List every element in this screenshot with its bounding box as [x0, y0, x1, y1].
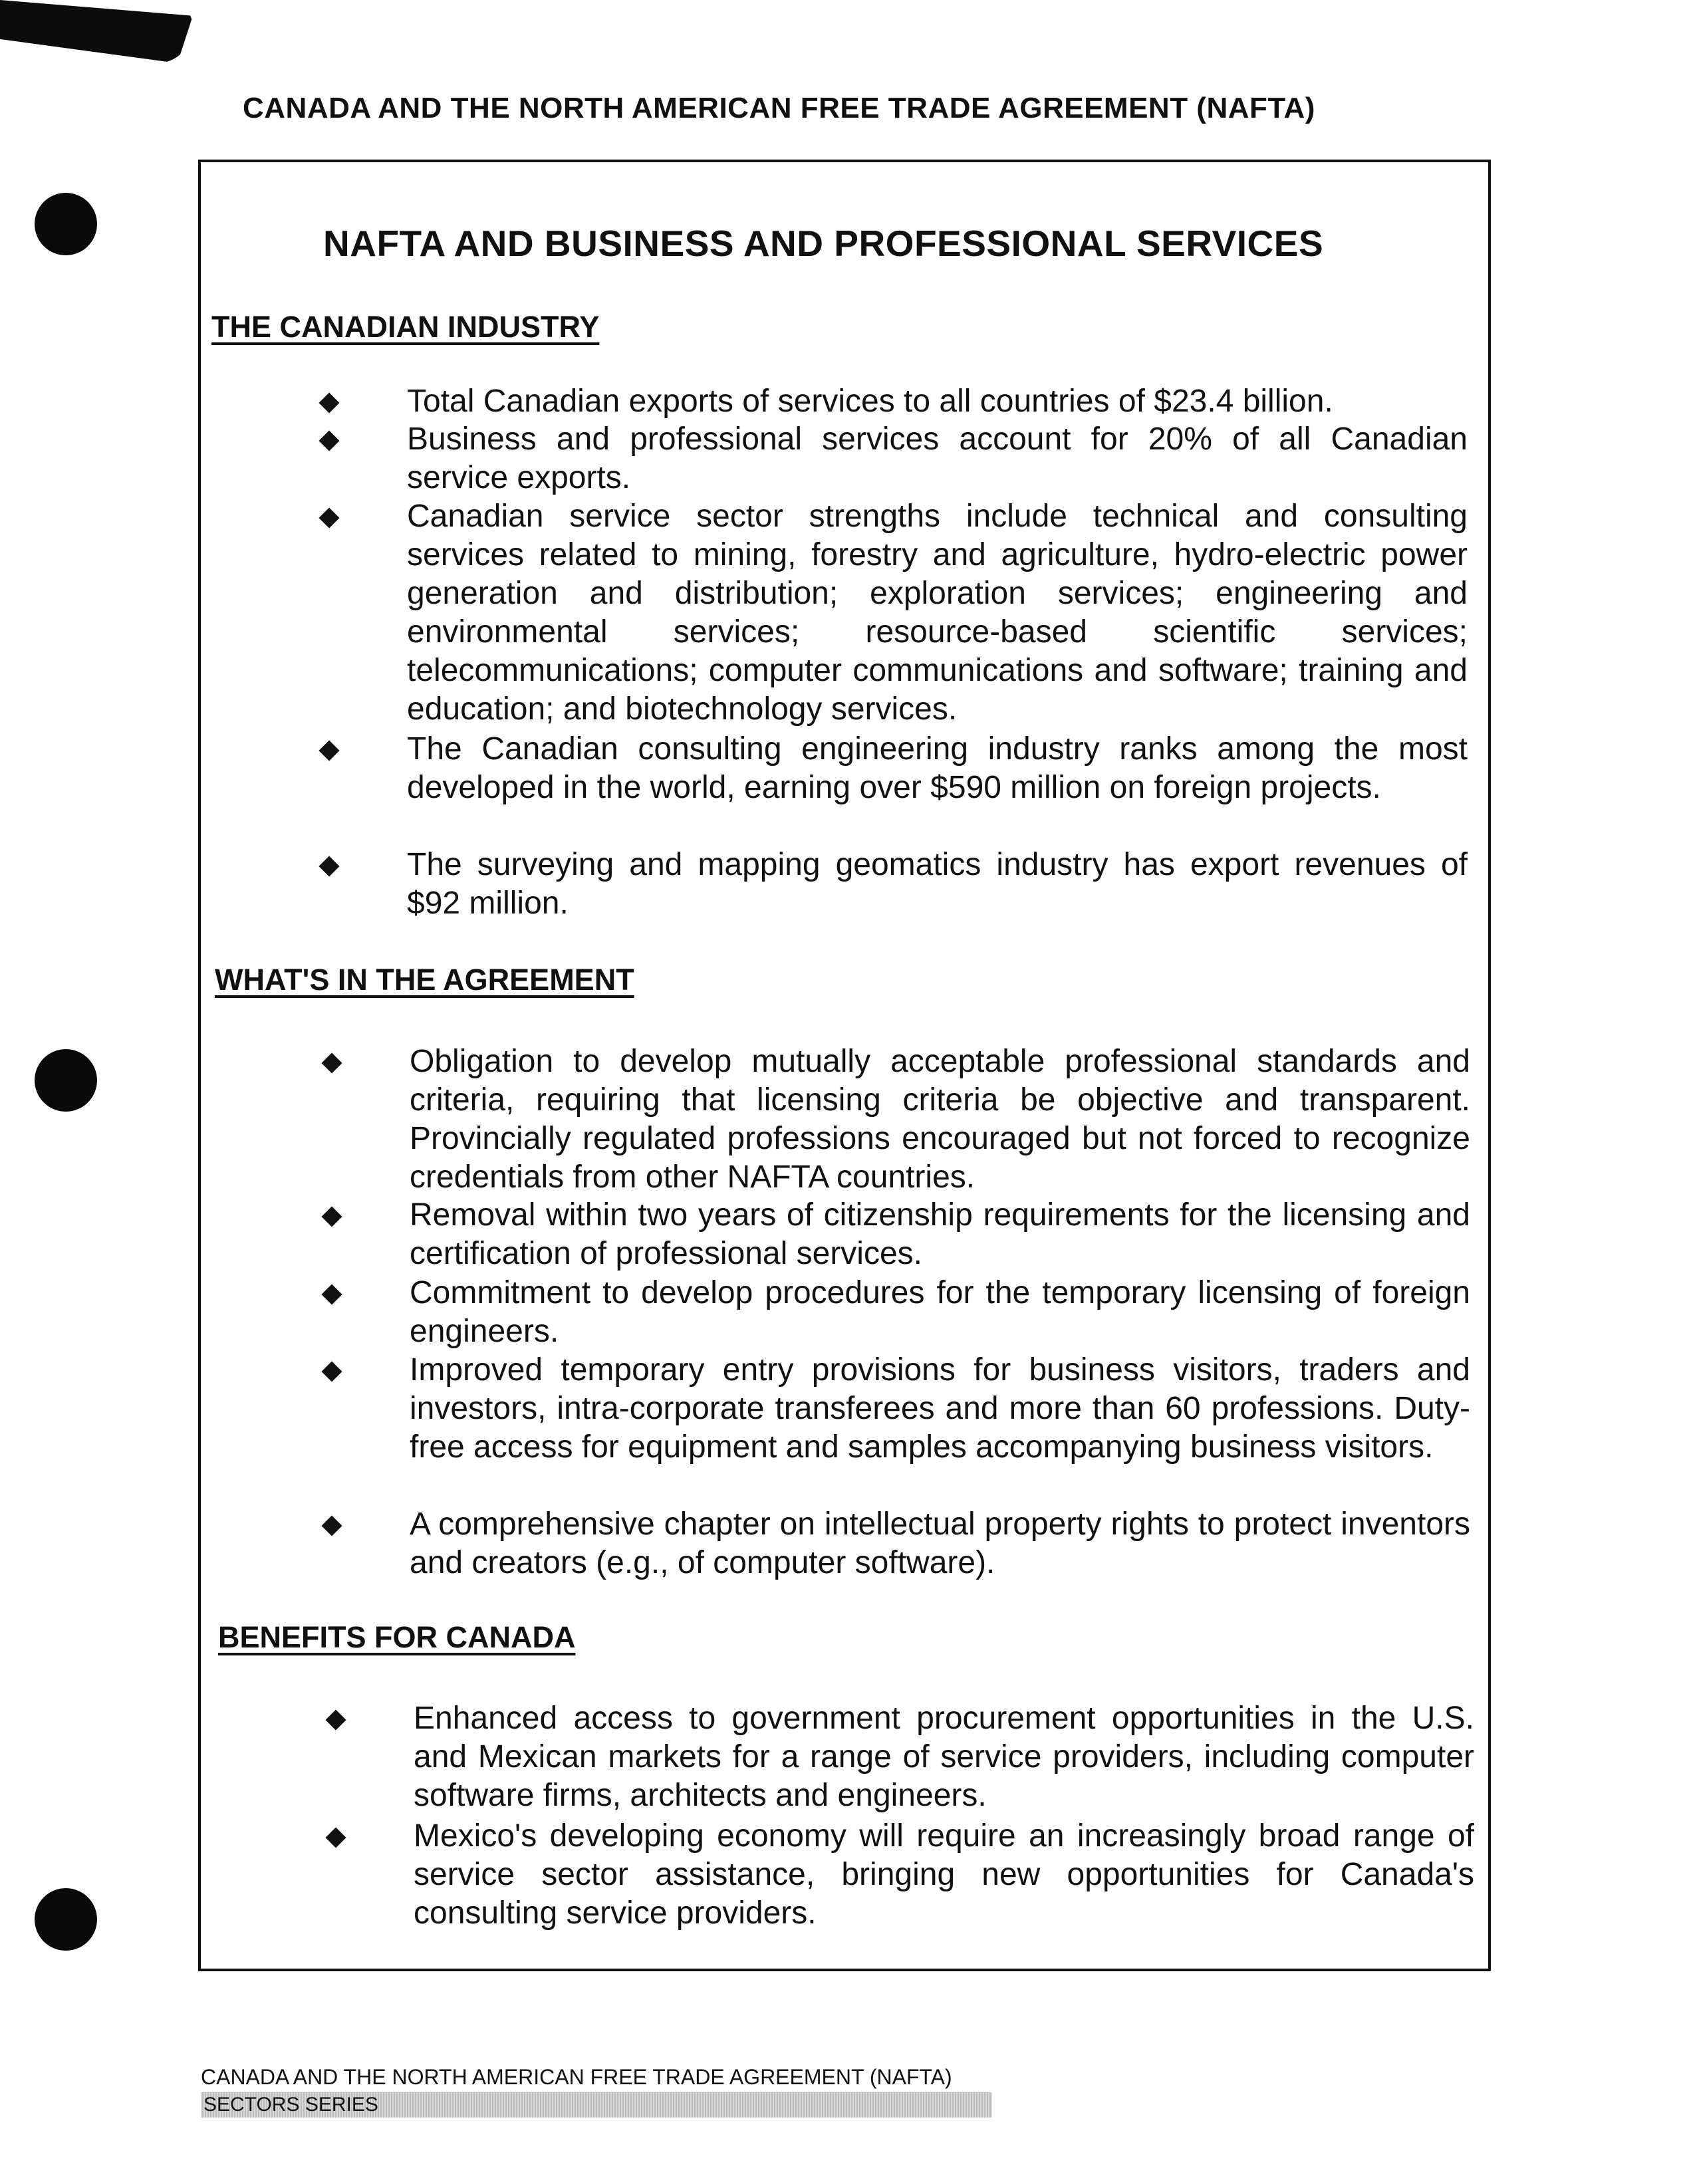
scan-blot [0, 0, 193, 63]
section-heading-canadian-industry: THE CANADIAN INDUSTRY [211, 310, 600, 344]
section-heading-agreement: WHAT'S IN THE AGREEMENT [215, 963, 634, 997]
punch-hole-icon [35, 1888, 97, 1951]
list-item-text: The Canadian consulting engineering industry ranks among the most developed in the world, earning over $590 million on foreign projects. [407, 731, 1468, 805]
section-heading-benefits: BENEFITS FOR CANADA [218, 1620, 576, 1654]
list-item-text: A comprehensive chapter on intellectual property rights to protect inventors and creators (e.g., of computer software). [410, 1507, 1470, 1580]
document-title: CANADA AND THE NORTH AMERICAN FREE TRADE AGREEMENT (NAFTA) [243, 92, 1315, 124]
list-item-text: Mexico's developing economy will require an increasingly broad range of service sector assistance, bringing new opportunities for Canada's consulting service providers. [414, 1818, 1474, 1931]
list-item-text: Canadian service sector strengths include technical and consulting services related to mining, forestry and agriculture, hydro-electric power generation and distribution; exploration services; engineering and environmental services; resource-based scientific services; telecommunications; computer communications and software; training and education; and biotechnology services. [407, 499, 1468, 727]
list-item-text: Enhanced access to government procurement opportunities in the U.S. and Mexican markets for a range of service providers, including computer software firms, architects and engineers. [414, 1701, 1474, 1813]
list-item-text: Business and professional services account for 20% of all Canadian service exports. [407, 422, 1468, 495]
list-item-text: Total Canadian exports of services to all countries of $23.4 billion. [407, 384, 1333, 419]
footer-title: CANADA AND THE NORTH AMERICAN FREE TRADE AGREEMENT (NAFTA) [201, 2065, 952, 2089]
list-item-text: Removal within two years of citizenship requirements for the licensing and certification of professional services. [410, 1197, 1470, 1271]
punch-hole-icon [35, 193, 97, 255]
punch-hole-icon [35, 1049, 97, 1112]
box-title: NAFTA AND BUSINESS AND PROFESSIONAL SERVICES [323, 223, 1324, 264]
footer-series: SECTORS SERIES [201, 2092, 992, 2118]
list-item-text: Commitment to develop procedures for the temporary licensing of foreign engineers. [410, 1275, 1470, 1349]
list-item-text: Obligation to develop mutually acceptable professional standards and criteria, requiring that licensing criteria be objective and transparent. Provincially regulated professions encouraged but not forced to recognize credentials from other NAFTA countries. [410, 1044, 1470, 1195]
list-item-text: Improved temporary entry provisions for business visitors, traders and investors, intra-corporate transferees and more than 60 professions. Duty-free access for equipment and samples accompanying business visitors. [410, 1352, 1470, 1465]
list-item-text: The surveying and mapping geomatics industry has export revenues of $92 million. [407, 847, 1468, 921]
